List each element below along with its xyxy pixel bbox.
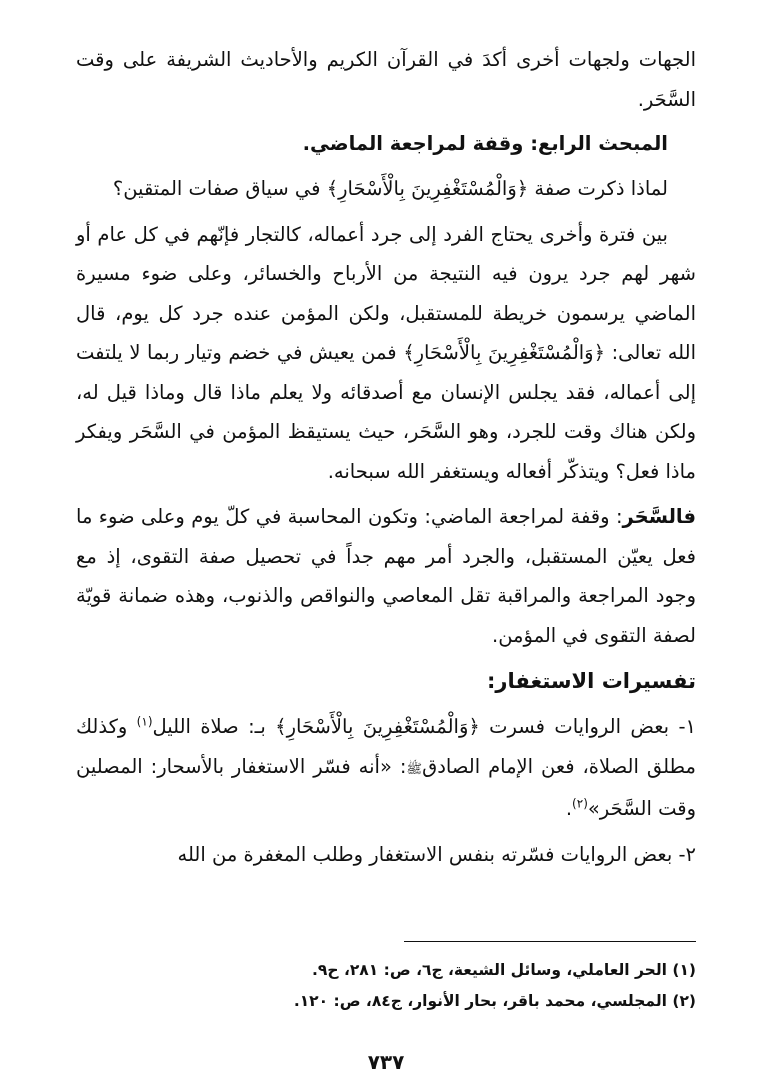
tafsir-item-2 (76, 835, 696, 875)
sahar-paragraph (76, 497, 696, 655)
accounting-paragraph (76, 215, 696, 492)
footnote-ref-2: (٢) (572, 796, 588, 811)
item1-text-c: وكذلك مطلق الصلاة، فعن الإمام الصادق (76, 715, 696, 778)
footnote-2: (٢) المجلسي، محمد باقر، بحار الأنوار، ج٨٤، ص: ١٢٠. (293, 992, 696, 1010)
quran-verse: ﴿وَالْمُسْتَغْفِرِينَ بِالْأَسْحَارِ﴾ (326, 177, 529, 200)
question-paragraph (76, 169, 696, 209)
accounting-text-a: بين فترة وأخرى يحتاج الفرد إلى جرد أعماله، كالتجار فإنّهم في كل عام أو شهر لهم جرد يرون فيه النتيجة من الأرباح والخسائر، وعلى ضوء مسيرة الماضي يرسمون خريطة للمستقبل، ولكن المؤمن عنده جرد كل يوم، قال الله تعالى: (76, 222, 696, 364)
main-text (76, 40, 696, 874)
quran-verse: ﴿وَالْمُسْتَغْفِرِينَ بِالْأَسْحَارِ﴾ (403, 341, 606, 364)
item1-text-a: ١- بعض الروايات فسرت (479, 715, 696, 738)
item1-text-b: بـ: صلاة الليل (152, 715, 276, 738)
item1-text-d: : «أنه فسّر الاستغفار بالأسحار: المصلين وقت السَّحَر» (76, 754, 696, 820)
accounting-text-b: فمن يعيش في خضم وتيار ربما لا يلتفت إلى أعماله، فقد يجلس الإنسان مع أصدقائه ولا يعلم ماذا قال وماذا قيل له، ولكن هناك وقت للجرد، وهو السَّحَر، حيث يستيقظ المؤمن في السَّحَر ويفكر ماذا فعل؟ ويتذكّر أفعاله ويستغفر الله سبحانه. (76, 341, 696, 483)
intro-paragraph (76, 40, 696, 119)
question-after: في سياق صفات المتقين؟ (112, 177, 327, 200)
honorific-icon: ﷺ (406, 761, 423, 777)
sahar-text: : وقفة لمراجعة الماضي: وتكون المحاسبة في كلّ يوم وعلى ضوء ما فعل يعيّن المستقبل، والجرد أمر مهم جداً في تحصيل صفة التقوى، إذ مع وجود المراجعة والمراقبة تقل المعاصي والنواقص والذنوب، وهذه ضمانة قويّة لصفة التقوى في المؤمن. (76, 505, 696, 647)
footnotes (76, 955, 696, 1017)
section-heading: المبحث الرابع: وقفة لمراجعة الماضي. (302, 132, 668, 155)
footnote-divider (404, 941, 696, 942)
footnote-1: (١) الحر العاملي، وسائل الشيعة، ج٦، ص: ٢٨١، ح٩. (312, 961, 696, 979)
sahar-lead: فالسَّحَر (622, 505, 696, 528)
footnote-ref-1: (١) (136, 714, 153, 729)
tafsir-title: تفسيرات الاستغفار: (486, 669, 696, 693)
quran-verse: ﴿وَالْمُسْتَغْفِرِينَ بِالْأَسْحَارِ﴾ (275, 715, 480, 738)
item2-text: ٢- بعض الروايات فسّرته بنفس الاستغفار وطلب المغفرة من الله (177, 842, 696, 866)
tafsir-item-1 (76, 707, 696, 829)
page-number: ٧٣٧ (367, 1050, 405, 1074)
intro-text: الجهات ولجهات أخرى أكدَ في القرآن الكريم والأحاديث الشريفة على وقت السَّحَر. (76, 48, 696, 111)
item1-end: . (565, 797, 573, 820)
question-before: لماذا ذكرت صفة (528, 177, 668, 200)
book-page (76, 40, 696, 1084)
